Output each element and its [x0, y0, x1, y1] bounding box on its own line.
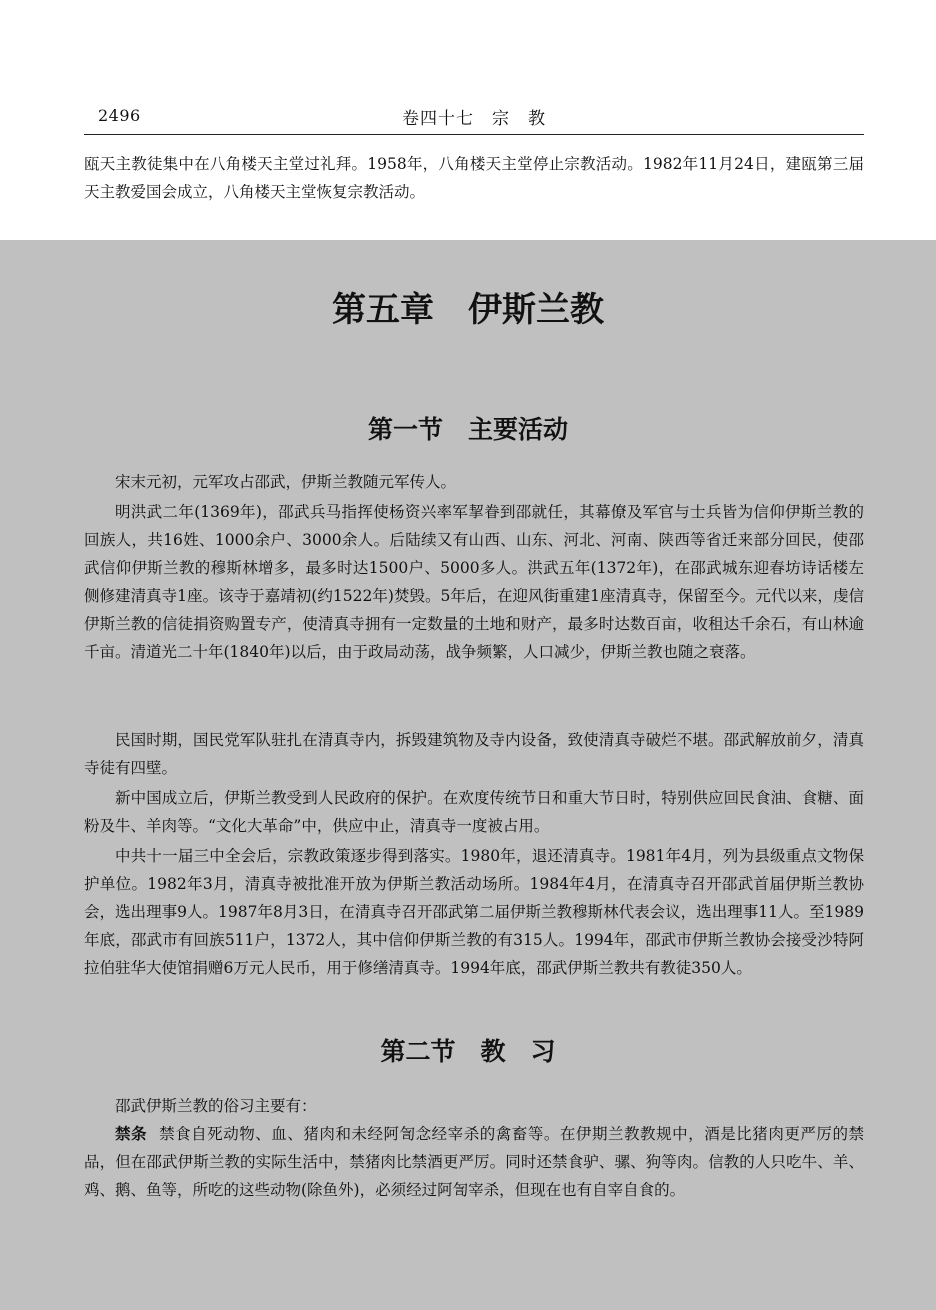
- header-rule: [84, 134, 864, 135]
- running-header-title: 卷四十七 宗 教: [402, 109, 546, 129]
- paragraph-prohibitions: [84, 1120, 864, 1204]
- paragraph-customs-intro: 邵武伊斯兰教的俗习主要有：: [115, 1097, 317, 1115]
- prohibitions-term: 禁条: [115, 1124, 148, 1143]
- page-number: 2496: [98, 106, 141, 125]
- prohibitions-text: 禁食自死动物、血、猪肉和未经阿訇念经宰杀的禽畜等。在伊期兰教教规中，酒是比猪肉更严厉的禁品，但在邵武伊斯兰教的实际生活中，禁猪肉比禁酒更严厉。同时还禁食驴、骡、狗等肉。信教的人只吃牛、羊、鸡、鹅、鱼等，所吃的这些动物(除鱼外)，必须经过阿訇宰杀，但现在也有自宰自食的。: [84, 1125, 864, 1199]
- paragraph-new-china: 新中国成立后，伊斯兰教受到人民政府的保护。在欢度传统节日和重大节日时，特别供应回民食油、食糖、面粉及牛、羊肉等。“文化大革命”中，供应中止，清真寺一度被占用。: [84, 789, 864, 835]
- paragraph-republic-era: 民国时期，国民党军队驻扎在清真寺内，拆毁建筑物及寺内设备，致使清真寺破烂不堪。邵武解放前夕，清真寺徒有四壁。: [84, 731, 864, 777]
- paragraph-reform-era: 中共十一届三中全会后，宗教政策逐步得到落实。1980年，退还清真寺。1981年4月，列为县级重点文物保护单位。1982年3月，清真寺被批准开放为伊斯兰教活动场所。1984年4月，在清真寺召开邵武首届伊斯兰教协会，选出理事9人。1987年8月3日，在清真寺召开邵武第二届伊斯兰教穆斯林代表会议，选出理事11人。至1989年底，邵武市有回族511户，1372人，其中信仰伊斯兰教的有315人。1994年，邵武市伊斯兰教协会接受沙特阿拉伯驻华大使馆捐赠6万元人民币，用于修缮清真寺。1994年底，邵武伊斯兰教共有教徒350人。: [84, 847, 864, 977]
- continuation-paragraph: 瓯天主教徒集中在八角楼天主堂过礼拜。1958年，八角楼天主堂停止宗教活动。1982年11月24日，建瓯第三届天主教爱国会成立，八角楼天主堂恢复宗教活动。: [84, 155, 864, 201]
- paragraph-ming-hongwu: 明洪武二年(1369年)，邵武兵马指挥使杨资兴率军挈眷到邵就任，其幕僚及军官与士兵皆为信仰伊斯兰教的回族人，共16姓、1000余户、3000余人。后陆续又有山西、山东、河北、河南、陕西等省迁来部分回民，使邵武信仰伊斯兰教的穆斯林增多，最多时达1500户、5000多人。洪武五年(1372年)，在邵武城东迎春坊诗话楼左侧修建清真寺1座。该寺于嘉靖初(约1522年)焚毁。5年后，在迎风街重建1座清真寺，保留至今。元代以来，虔信伊斯兰教的信徒捐资购置专产，使清真寺拥有一定数量的土地和财产，最多时达数百亩，收租达千余石，有山林逾千亩。清道光二十年(1840年)以后，由于政局动荡，战争频繁，人口减少，伊斯兰教也随之衰落。: [84, 503, 864, 661]
- running-header: [84, 104, 864, 130]
- chapter-title: 第五章 伊斯兰教: [332, 290, 604, 330]
- section-title-customs: 第二节 教 习: [380, 1037, 556, 1066]
- paragraph-song-yuan: 宋末元初，元军攻占邵武，伊斯兰教随元军传人。: [115, 473, 457, 491]
- section-title-main-activities: 第一节 主要活动: [367, 415, 568, 444]
